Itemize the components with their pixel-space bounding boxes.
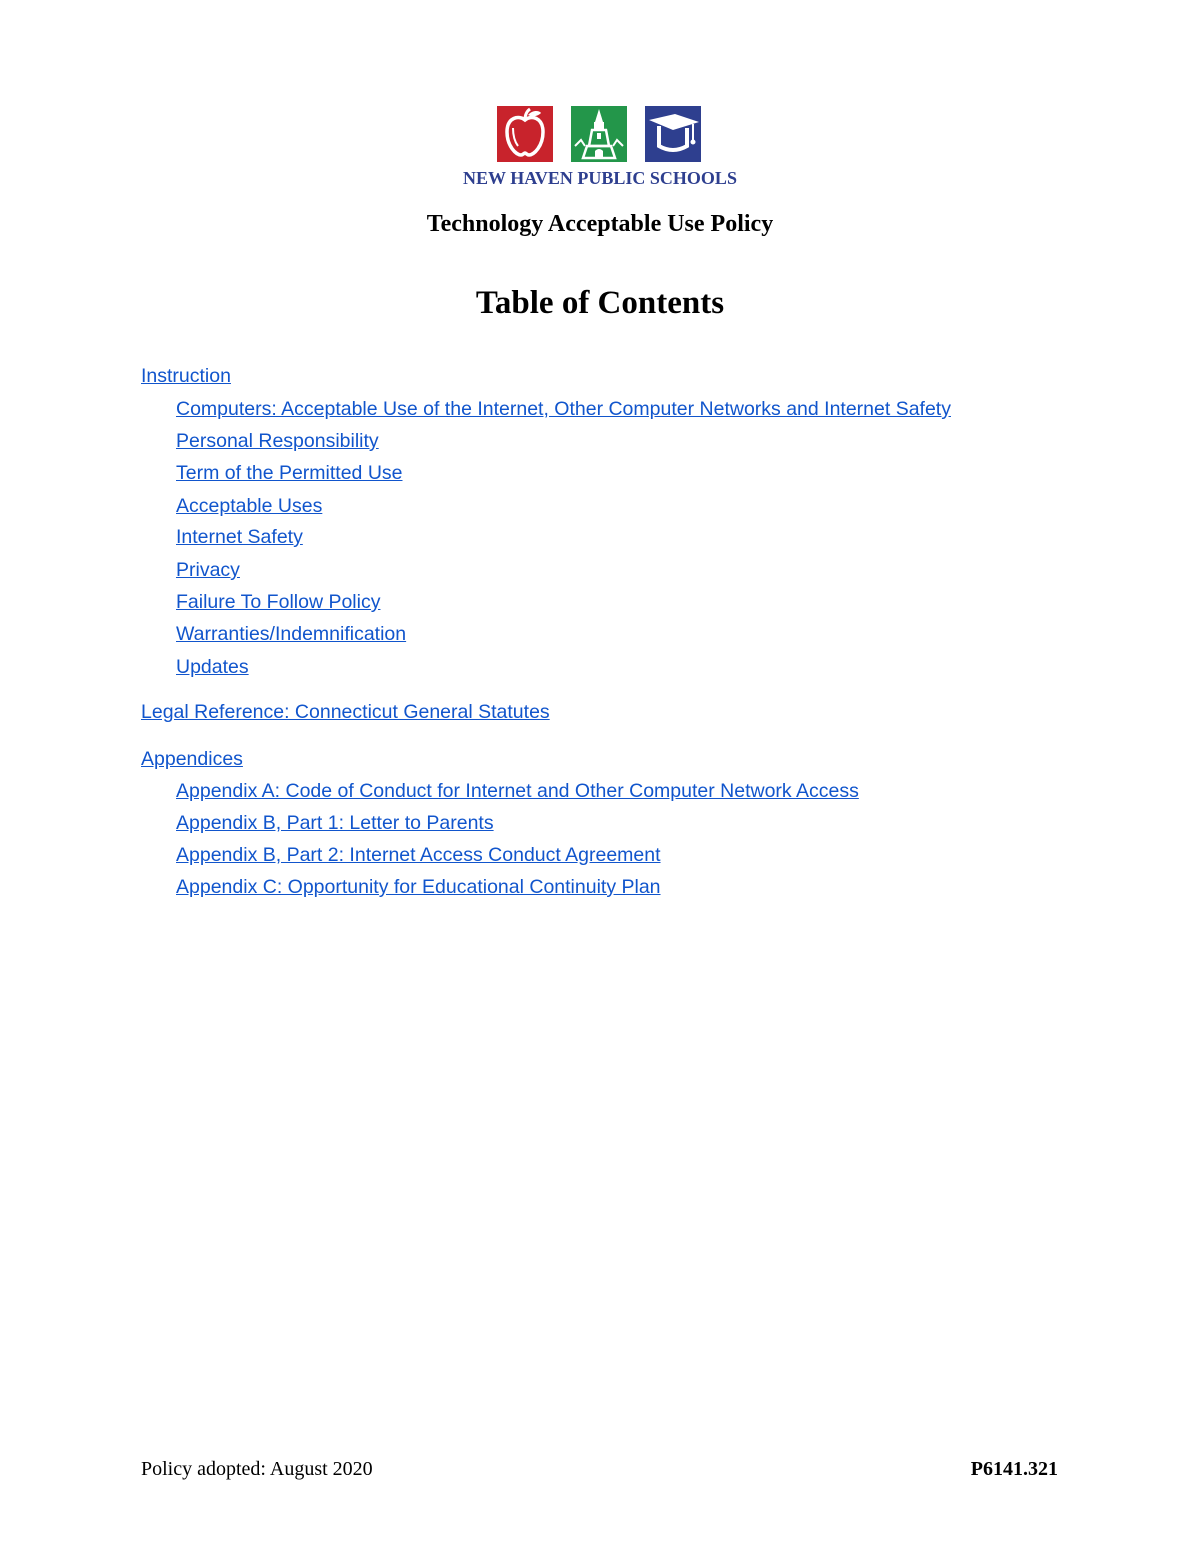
logo-wordmark: NEW HAVEN PUBLIC SCHOOLS — [463, 168, 737, 188]
document-subtitle: Technology Acceptable Use Policy — [426, 211, 774, 237]
toc-link-failure-to-follow[interactable]: Failure To Follow Policy — [176, 591, 381, 613]
footer-adopted-date: Policy adopted: August 2020 — [141, 1458, 373, 1480]
toc-link-appendix-b2[interactable]: Appendix B, Part 2: Internet Access Conduct Agreement — [176, 844, 661, 866]
toc-link-appendix-b1[interactable]: Appendix B, Part 1: Letter to Parents — [176, 812, 494, 834]
footer-policy-number: P6141.321 — [970, 1458, 1058, 1480]
toc-link-term-permitted-use[interactable]: Term of the Permitted Use — [176, 462, 403, 484]
toc-link-acceptable-uses[interactable]: Acceptable Uses — [176, 495, 323, 517]
toc-link-legal-reference[interactable]: Legal Reference: Connecticut General Statutes — [141, 701, 550, 723]
toc-link-appendices[interactable]: Appendices — [141, 748, 243, 770]
toc-link-privacy[interactable]: Privacy — [176, 559, 240, 581]
toc-link-computers[interactable]: Computers: Acceptable Use of the Internet, Other Computer Networks and Internet Safety — [176, 398, 951, 420]
toc-link-appendix-a[interactable]: Appendix A: Code of Conduct for Internet and Other Computer Network Access — [176, 780, 859, 802]
toc-link-appendix-c[interactable]: Appendix C: Opportunity for Educational Continuity Plan — [176, 876, 661, 898]
toc-link-personal-responsibility[interactable]: Personal Responsibility — [176, 430, 379, 452]
toc-link-updates[interactable]: Updates — [176, 656, 249, 678]
toc-link-internet-safety[interactable]: Internet Safety — [176, 526, 303, 548]
toc-link-warranties[interactable]: Warranties/Indemnification — [176, 623, 407, 645]
toc-title: Table of Contents — [475, 285, 725, 321]
toc-link-instruction[interactable]: Instruction — [141, 365, 231, 387]
